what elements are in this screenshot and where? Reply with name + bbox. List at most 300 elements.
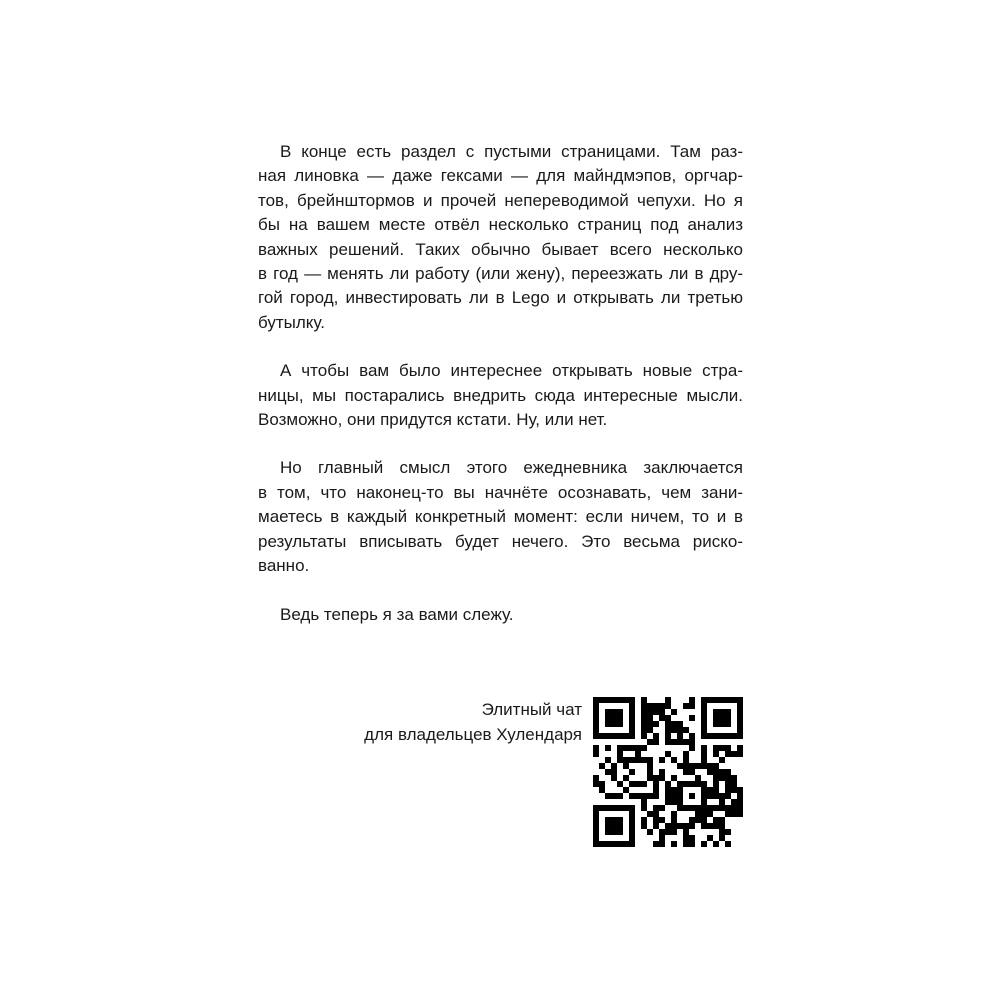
qr-module — [623, 841, 629, 847]
qr-module — [605, 697, 611, 703]
qr-module — [605, 841, 611, 847]
qr-module — [629, 757, 635, 763]
qr-module — [737, 793, 743, 799]
paragraph-line: бутылку. — [258, 312, 325, 332]
qr-module — [659, 703, 665, 709]
qr-module — [737, 745, 743, 751]
qr-module — [611, 721, 617, 727]
qr-module — [713, 751, 719, 757]
qr-module — [629, 805, 635, 811]
qr-module — [593, 697, 599, 703]
qr-module — [737, 805, 743, 811]
qr-module — [629, 793, 635, 799]
qr-module — [647, 715, 653, 721]
qr-module — [737, 727, 743, 733]
qr-module — [713, 817, 719, 823]
qr-module — [641, 793, 647, 799]
qr-module — [701, 757, 707, 763]
paragraph-3 — [258, 456, 743, 578]
qr-module — [701, 721, 707, 727]
qr-module — [611, 763, 617, 769]
qr-module — [725, 805, 731, 811]
paragraph-line: результаты вписывать будет нечего. Это весьма риско- — [258, 531, 743, 551]
qr-module — [719, 745, 725, 751]
qr-module — [623, 745, 629, 751]
qr-module — [731, 811, 737, 817]
qr-module — [713, 805, 719, 811]
qr-module — [659, 817, 665, 823]
paragraph-line: тов, брейнштормов и прочей непереводимой чепухи. Но я — [258, 190, 743, 210]
qr-module — [713, 775, 719, 781]
qr-module — [689, 823, 695, 829]
qr-module — [629, 709, 635, 715]
qr-module — [641, 721, 647, 727]
paragraph-line: Ведь теперь я за вами слежу. — [280, 604, 514, 624]
qr-module — [629, 823, 635, 829]
qr-module — [605, 823, 611, 829]
paragraph-line: В конце есть раздел с пустыми страницами. Там раз- — [280, 142, 743, 161]
qr-module — [701, 817, 707, 823]
qr-module — [713, 709, 719, 715]
qr-module — [701, 811, 707, 817]
qr-module — [617, 823, 623, 829]
qr-module — [665, 697, 671, 703]
qr-module — [719, 793, 725, 799]
qr-module — [671, 799, 677, 805]
qr-module — [593, 751, 599, 757]
qr-module — [659, 841, 665, 847]
qr-module — [725, 709, 731, 715]
qr-module — [689, 817, 695, 823]
qr-module — [683, 769, 689, 775]
qr-module — [731, 787, 737, 793]
qr-module — [629, 769, 635, 775]
paragraph-line: ницы, мы постарались внедрить сюда интересные мысли. — [258, 385, 743, 405]
qr-module — [725, 721, 731, 727]
qr-module — [719, 775, 725, 781]
qr-module — [593, 805, 599, 811]
qr-module — [695, 817, 701, 823]
qr-module — [671, 721, 677, 727]
qr-module — [737, 721, 743, 727]
qr-module — [719, 733, 725, 739]
paragraph-line: важных решений. Таких обычно бывает всего несколько — [258, 239, 743, 259]
paragraph-line: в том, что наконец-то вы начнёте осознавать, чем зани- — [258, 482, 743, 502]
qr-module — [593, 841, 599, 847]
qr-module — [623, 787, 629, 793]
qr-module — [593, 715, 599, 721]
qr-module — [653, 739, 659, 745]
qr-module — [677, 823, 683, 829]
qr-module — [623, 733, 629, 739]
qr-module — [605, 715, 611, 721]
qr-module — [701, 727, 707, 733]
qr-module — [641, 727, 647, 733]
qr-module — [671, 787, 677, 793]
qr-module — [641, 823, 647, 829]
paragraph-4 — [258, 603, 743, 627]
qr-module — [713, 793, 719, 799]
qr-module — [713, 781, 719, 787]
qr-module — [725, 697, 731, 703]
qr-module — [671, 811, 677, 817]
qr-module — [617, 721, 623, 727]
qr-module — [695, 805, 701, 811]
qr-module — [599, 733, 605, 739]
qr-module — [713, 769, 719, 775]
qr-module — [593, 817, 599, 823]
qr-module — [611, 817, 617, 823]
qr-module — [611, 823, 617, 829]
qr-module — [671, 823, 677, 829]
paragraph-line: ванно. — [258, 556, 310, 576]
qr-module — [707, 823, 713, 829]
qr-module — [653, 709, 659, 715]
qr-module — [611, 775, 617, 781]
paragraph-2 — [258, 359, 743, 432]
qr-module — [611, 733, 617, 739]
qr-module — [593, 733, 599, 739]
qr-module — [689, 763, 695, 769]
qr-module — [707, 811, 713, 817]
qr-module — [659, 829, 665, 835]
qr-module — [599, 781, 605, 787]
qr-module — [701, 745, 707, 751]
qr-module — [629, 703, 635, 709]
qr-module — [677, 727, 683, 733]
qr-module — [641, 703, 647, 709]
qr-module — [665, 829, 671, 835]
qr-module — [635, 751, 641, 757]
qr-module — [677, 721, 683, 727]
qr-code[interactable] — [593, 697, 743, 847]
qr-module — [725, 793, 731, 799]
qr-code-icon — [593, 697, 743, 847]
qr-module — [725, 781, 731, 787]
qr-module — [653, 841, 659, 847]
qr-module — [689, 793, 695, 799]
qr-module — [737, 697, 743, 703]
qr-module — [635, 793, 641, 799]
qr-caption — [364, 697, 582, 747]
qr-module — [599, 787, 605, 793]
qr-module — [665, 715, 671, 721]
qr-module — [701, 793, 707, 799]
qr-module — [683, 841, 689, 847]
qr-module — [713, 841, 719, 847]
qr-module — [653, 817, 659, 823]
paragraph-line: в год — менять ли работу (или жену), переезжать ли в дру- — [258, 264, 743, 284]
qr-module — [617, 829, 623, 835]
qr-module — [671, 775, 677, 781]
qr-module — [629, 835, 635, 841]
qr-module — [677, 739, 683, 745]
qr-module — [671, 757, 677, 763]
qr-module — [641, 781, 647, 787]
qr-module — [599, 763, 605, 769]
qr-module — [623, 697, 629, 703]
qr-module — [629, 841, 635, 847]
qr-module — [737, 787, 743, 793]
qr-module — [713, 715, 719, 721]
qr-module — [695, 775, 701, 781]
qr-module — [683, 763, 689, 769]
qr-module — [653, 733, 659, 739]
qr-module — [725, 829, 731, 835]
qr-module — [653, 811, 659, 817]
qr-module — [713, 697, 719, 703]
qr-module — [653, 793, 659, 799]
qr-module — [647, 763, 653, 769]
qr-module — [677, 793, 683, 799]
qr-module — [605, 793, 611, 799]
qr-module — [605, 769, 611, 775]
qr-module — [653, 805, 659, 811]
qr-module — [689, 835, 695, 841]
qr-module — [725, 769, 731, 775]
qr-module — [629, 829, 635, 835]
qr-module — [725, 751, 731, 757]
qr-module — [659, 805, 665, 811]
qr-module — [641, 757, 647, 763]
qr-module — [659, 835, 665, 841]
qr-module — [665, 751, 671, 757]
qr-module — [605, 757, 611, 763]
qr-module — [689, 703, 695, 709]
qr-module — [593, 775, 599, 781]
qr-module — [731, 733, 737, 739]
qr-module — [707, 835, 713, 841]
qr-module — [713, 787, 719, 793]
qr-module — [629, 811, 635, 817]
qr-module — [701, 703, 707, 709]
qr-module — [593, 727, 599, 733]
qr-module — [683, 727, 689, 733]
qr-module — [737, 811, 743, 817]
qr-module — [671, 727, 677, 733]
qr-module — [611, 715, 617, 721]
qr-module — [641, 733, 647, 739]
qr-module — [671, 817, 677, 823]
qr-module — [719, 829, 725, 835]
qr-module — [725, 733, 731, 739]
qr-module — [593, 745, 599, 751]
qr-module — [641, 799, 647, 805]
qr-module — [647, 769, 653, 775]
qr-module — [653, 721, 659, 727]
qr-module — [629, 733, 635, 739]
qr-module — [623, 757, 629, 763]
qr-module — [653, 775, 659, 781]
qr-module — [725, 715, 731, 721]
qr-module — [719, 721, 725, 727]
qr-module — [719, 835, 725, 841]
qr-module — [713, 733, 719, 739]
qr-module — [701, 709, 707, 715]
paragraph-1 — [258, 140, 743, 335]
qr-module — [671, 829, 677, 835]
qr-module — [677, 733, 683, 739]
paragraph-line: А чтобы вам было интереснее открывать новые стра- — [280, 361, 743, 381]
qr-module — [611, 769, 617, 775]
qr-module — [713, 763, 719, 769]
qr-module — [689, 781, 695, 787]
qr-module — [617, 745, 623, 751]
qr-module — [629, 817, 635, 823]
qr-module — [689, 841, 695, 847]
qr-module — [641, 697, 647, 703]
qr-module — [731, 805, 737, 811]
qr-module — [701, 799, 707, 805]
qr-module — [701, 733, 707, 739]
qr-module — [695, 763, 701, 769]
qr-module — [593, 811, 599, 817]
qr-module — [701, 841, 707, 847]
paragraph-line: Но главный смысл этого ежедневника заключается — [280, 458, 743, 478]
qr-module — [659, 715, 665, 721]
qr-module — [719, 817, 725, 823]
qr-module — [707, 769, 713, 775]
qr-module — [665, 823, 671, 829]
qr-module — [689, 697, 695, 703]
qr-module — [659, 709, 665, 715]
qr-module — [737, 715, 743, 721]
qr-module — [671, 739, 677, 745]
qr-module — [617, 733, 623, 739]
qr-module — [653, 703, 659, 709]
qr-module — [599, 841, 605, 847]
qr-module — [707, 793, 713, 799]
qr-module — [617, 793, 623, 799]
qr-module — [653, 781, 659, 787]
qr-module — [707, 763, 713, 769]
qr-module — [611, 829, 617, 835]
qr-module — [665, 703, 671, 709]
qr-module — [611, 709, 617, 715]
qr-module — [617, 697, 623, 703]
qr-module — [593, 709, 599, 715]
qr-module — [665, 733, 671, 739]
qr-module — [725, 811, 731, 817]
qr-module — [647, 703, 653, 709]
qr-module — [605, 805, 611, 811]
qr-module — [701, 781, 707, 787]
qr-module — [593, 823, 599, 829]
body-text — [258, 140, 743, 651]
paragraph-line: гой город, инвестировать ли в Lego и открывать ли третью — [258, 288, 743, 308]
qr-module — [617, 781, 623, 787]
qr-module — [605, 817, 611, 823]
qr-module — [611, 697, 617, 703]
qr-module — [695, 811, 701, 817]
qr-module — [683, 823, 689, 829]
qr-module — [659, 757, 665, 763]
qr-module — [647, 829, 653, 835]
qr-module — [605, 709, 611, 715]
qr-module — [671, 793, 677, 799]
qr-module — [629, 727, 635, 733]
qr-module — [647, 757, 653, 763]
qr-module — [731, 751, 737, 757]
qr-module — [665, 799, 671, 805]
qr-module — [641, 817, 647, 823]
qr-module — [725, 841, 731, 847]
qr-module — [689, 769, 695, 775]
qr-module — [713, 823, 719, 829]
qr-module — [611, 793, 617, 799]
qr-module — [665, 793, 671, 799]
qr-module — [623, 805, 629, 811]
qr-module — [707, 697, 713, 703]
qr-module — [599, 697, 605, 703]
qr-module — [605, 733, 611, 739]
paragraph-line: бы на вашем месте отвёл несколько страниц под анализ — [258, 215, 743, 235]
qr-module — [653, 787, 659, 793]
qr-module — [695, 781, 701, 787]
qr-module — [629, 745, 635, 751]
qr-module — [677, 799, 683, 805]
qr-module — [683, 805, 689, 811]
qr-module — [701, 751, 707, 757]
qr-module — [617, 817, 623, 823]
qr-module — [647, 811, 653, 817]
qr-module — [635, 757, 641, 763]
qr-module — [689, 739, 695, 745]
qr-module — [617, 805, 623, 811]
paragraph-line: маетесь в каждый конкретный момент: если ничем, то и в — [258, 507, 743, 527]
qr-module — [593, 835, 599, 841]
paragraph-line: Возможно, они придутся кстати. Ну, или нет. — [258, 410, 608, 430]
qr-module — [725, 775, 731, 781]
qr-module — [689, 745, 695, 751]
qr-module — [689, 805, 695, 811]
qr-module — [647, 775, 653, 781]
qr-module — [719, 715, 725, 721]
qr-module — [665, 727, 671, 733]
qr-module — [593, 703, 599, 709]
qr-module — [605, 745, 611, 751]
qr-module — [725, 745, 731, 751]
qr-module — [671, 709, 677, 715]
qr-module — [671, 841, 677, 847]
qr-module — [701, 787, 707, 793]
qr-module — [677, 805, 683, 811]
qr-module — [647, 709, 653, 715]
qr-module — [737, 751, 743, 757]
qr-module — [593, 829, 599, 835]
qr-module — [617, 709, 623, 715]
qr-module — [665, 739, 671, 745]
qr-module — [635, 745, 641, 751]
qr-module — [683, 703, 689, 709]
qr-module — [731, 697, 737, 703]
qr-module — [689, 733, 695, 739]
qr-module — [617, 715, 623, 721]
qr-module — [719, 805, 725, 811]
paragraph-line: ная линовка — даже гексами — для майндмэпов, оргчар- — [258, 166, 743, 186]
qr-module — [683, 751, 689, 757]
qr-module — [701, 715, 707, 721]
qr-module — [593, 781, 599, 787]
qr-module — [617, 841, 623, 847]
qr-module — [659, 775, 665, 781]
qr-module — [605, 721, 611, 727]
qr-module — [719, 709, 725, 715]
qr-module — [677, 787, 683, 793]
qr-module — [707, 787, 713, 793]
qr-module — [641, 745, 647, 751]
qr-module — [701, 805, 707, 811]
